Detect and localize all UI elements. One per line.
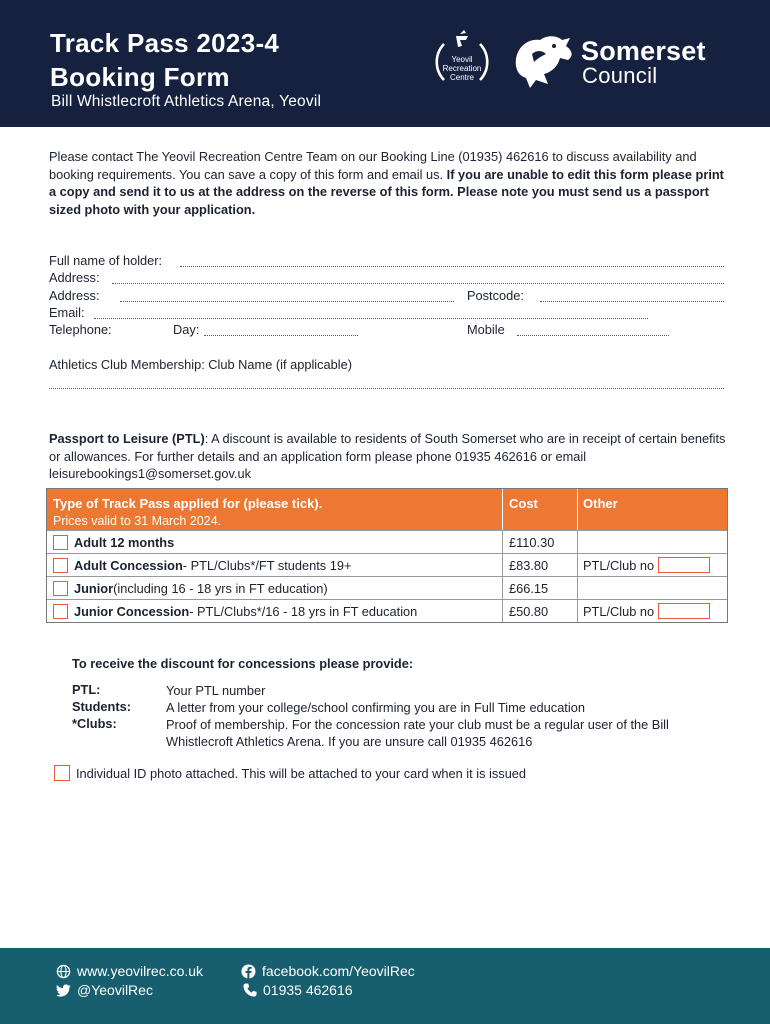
header-other: Other <box>583 496 618 511</box>
website-link[interactable]: www.yeovilrec.co.uk <box>56 963 203 979</box>
header-type: Type of Track Pass applied for (please tick). <box>53 496 323 511</box>
email-field[interactable] <box>94 318 648 319</box>
cost-cell: £83.80 <box>503 554 578 576</box>
other-cell: PTL/Club no <box>578 600 727 622</box>
twitter-link[interactable]: @YeovilRec <box>56 982 153 998</box>
address-field-1[interactable] <box>112 283 724 284</box>
cost-cell: £66.15 <box>503 577 578 599</box>
photo-attached-label: Individual ID photo attached. This will be attached to your card when it is issued <box>76 765 527 781</box>
header-cost: Cost <box>503 489 578 530</box>
pass-checkbox-junior[interactable] <box>53 581 68 596</box>
globe-icon <box>56 964 71 979</box>
photo-attached-checkbox[interactable] <box>54 765 70 781</box>
table-row: Junior Concession - PTL/Clubs*/16 - 18 yrs in FT education £50.80 PTL/Club no <box>47 599 727 622</box>
day-phone-field[interactable] <box>204 335 358 336</box>
header-banner <box>0 0 770 127</box>
council-name-line1: Somerset <box>581 36 706 66</box>
telephone-label: Telephone: <box>49 322 112 337</box>
mobile-label: Mobile <box>467 322 505 337</box>
club-name-field[interactable] <box>49 388 724 389</box>
pass-checkbox-adult[interactable] <box>53 535 68 550</box>
ptl-requirement: Your PTL number <box>166 683 266 698</box>
table-row: Adult Concession - PTL/Clubs*/FT students 19+ £83.80 PTL/Club no <box>47 553 727 576</box>
students-requirement: A letter from your college/school confirming you are in Full Time education <box>166 700 585 715</box>
venue-subtitle: Bill Whistlecroft Athletics Arena, Yeovil <box>51 93 322 110</box>
address-label-2: Address: <box>49 288 100 303</box>
yrc-logo-text: Yeovil Recreation Centre <box>442 55 482 82</box>
phone-icon <box>243 983 257 997</box>
address-label-1: Address: <box>49 270 100 285</box>
phone-contact[interactable]: 01935 462616 <box>243 982 353 998</box>
cost-cell: £110.30 <box>503 531 578 553</box>
form-title: Track Pass 2023-4 Booking Form <box>50 28 280 92</box>
track-pass-table <box>46 488 728 623</box>
ptl-club-number-input[interactable] <box>658 557 710 573</box>
council-name-line2: Council <box>582 63 658 88</box>
ptl-paragraph: Passport to Leisure (PTL): A discount is available to residents of South Somerset who are in receipt of certain benefits or allowances. For further details and an application form please phone 01935 462616 or email leisurebookings1@somerset.gov.uk <box>49 431 726 481</box>
clubs-requirement: Proof of membership. For the concession rate your club must be a regular user of the Bill Whistlecroft Athletics Arena. If you are unsure call 01935 462616 <box>166 717 669 750</box>
mobile-field[interactable] <box>517 335 669 336</box>
clubs-label: *Clubs: <box>72 716 117 731</box>
somerset-council-dragon-icon <box>508 32 578 92</box>
cost-cell: £50.80 <box>503 600 578 622</box>
email-label: Email: <box>49 305 85 320</box>
full-name-label: Full name of holder: <box>49 253 163 268</box>
intro-paragraph: Please contact The Yeovil Recreation Centre Team on our Booking Line (01935) 462616 to discuss availability and booking requirements. You can save a copy of this form and email us. If you are unable to edit this form please print a copy and send it to us at the address on the reverse of this form. Please note you must send us a passport sized photo with your application. <box>49 149 724 217</box>
students-label: Students: <box>72 699 132 714</box>
header-prices-valid: Prices valid to 31 March 2024. <box>53 514 222 528</box>
other-cell: PTL/Club no <box>578 554 727 576</box>
day-phone-label: Day: <box>173 322 200 337</box>
pass-checkbox-junior-concession[interactable] <box>53 604 68 619</box>
ptl-club-number-input[interactable] <box>658 603 710 619</box>
facebook-icon <box>241 964 256 979</box>
table-header-row <box>47 489 727 530</box>
other-cell <box>578 531 727 553</box>
club-membership-label: Athletics Club Membership: Club Name (if applicable) <box>49 357 352 372</box>
twitter-icon <box>56 984 71 997</box>
ptl-label: PTL: <box>72 682 101 697</box>
pass-checkbox-adult-concession[interactable] <box>53 558 68 573</box>
table-row: Adult 12 months £110.30 <box>47 530 727 553</box>
photo-attached-row <box>54 765 526 781</box>
footer-contact-bar <box>0 948 770 1024</box>
address-field-2[interactable] <box>120 301 454 302</box>
facebook-link[interactable]: facebook.com/YeovilRec <box>241 963 415 979</box>
postcode-label: Postcode: <box>467 288 524 303</box>
table-row: Junior (including 16 - 18 yrs in FT education) £66.15 <box>47 576 727 599</box>
postcode-field[interactable] <box>540 301 724 302</box>
full-name-field[interactable] <box>180 266 724 267</box>
discount-title: To receive the discount for concessions please provide: <box>72 656 414 671</box>
other-cell <box>578 577 727 599</box>
